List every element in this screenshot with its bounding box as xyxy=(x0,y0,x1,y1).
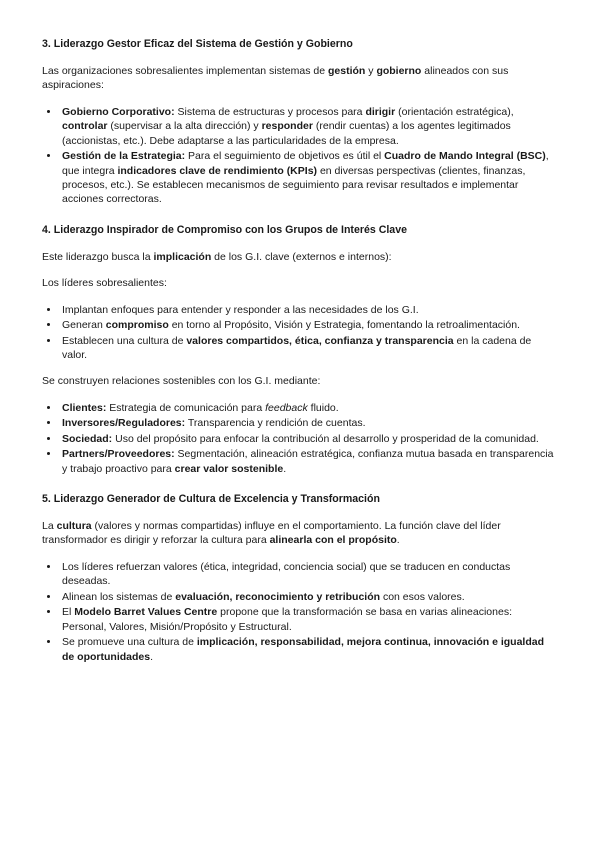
bullet-list xyxy=(42,560,558,664)
bullet-item xyxy=(60,447,558,476)
text-run: cultura xyxy=(56,520,92,532)
bullet-item xyxy=(60,432,558,446)
text-run: Generan xyxy=(62,319,106,332)
bullet-item xyxy=(60,590,558,604)
text-run: gobierno xyxy=(376,64,422,77)
text-run: (orientación estratégica), xyxy=(395,105,514,118)
text-run: alinearla con el propósito xyxy=(269,534,397,547)
text-run: . xyxy=(396,534,400,547)
bullet-item xyxy=(60,303,558,317)
text-run: Cuadro de Mando Integral (BSC) xyxy=(384,150,546,163)
text-run: en diversas perspectivas (clientes, finanzas, procesos, etc.). Se establecen mecanismos de seguimiento para revisar resultados e implementar acciones correctoras. xyxy=(62,164,526,206)
text-run: controlar xyxy=(62,120,108,133)
text-run: Gestión de la Estrategia: xyxy=(62,150,186,163)
text-run: (valores y normas compartidas) influye en el comportamiento. La función clave del líder transformador es dirigir y reforzar la cultura para xyxy=(42,520,501,547)
text-run: Transparencia y rendición de cuentas. xyxy=(185,417,366,430)
bullet-item xyxy=(60,334,558,363)
text-run: (supervisar a la alta dirección) y xyxy=(107,120,262,133)
text-run: evaluación, reconocimiento y retribución xyxy=(175,590,381,603)
text-run: implicación xyxy=(153,250,212,263)
text-run: fluido. xyxy=(307,401,339,414)
text-run: Partners/Proveedores: xyxy=(62,448,175,461)
text-run: Se construyen relaciones sostenibles con los G.I. mediante: xyxy=(42,375,321,388)
text-run: responder xyxy=(261,120,313,133)
text-run: Gobierno Corporativo: xyxy=(62,105,175,118)
text-run: , que integra xyxy=(62,150,549,177)
text-run: Estrategia de comunicación para xyxy=(106,401,266,414)
text-run: con esos valores. xyxy=(380,590,465,603)
text-run: (rendir cuentas) a los agentes legitimados (accionistas, etc.). Debe adaptarse a las particularidades de la empresa. xyxy=(62,120,511,147)
text-run: Los líderes sobresalientes: xyxy=(42,277,167,290)
text-run: dirigir xyxy=(365,105,396,118)
paragraph xyxy=(42,250,558,264)
text-run: Se promueve una cultura de xyxy=(62,636,197,649)
bullet-item xyxy=(60,416,558,430)
bullet-list xyxy=(42,105,558,207)
text-run: crear valor sostenible xyxy=(174,462,284,475)
text-run: de los G.I. clave (externos e internos): xyxy=(211,250,392,263)
text-run: Implantan enfoques para entender y responder a las necesidades de los G.I. xyxy=(62,303,419,316)
paragraph xyxy=(42,276,558,290)
text-run: implicación, responsabilidad, mejora continua, innovación e igualdad de oportunidades xyxy=(62,636,544,663)
text-run: Los líderes refuerzan valores (ética, integridad, conciencia social) que se traducen en conductas deseadas. xyxy=(62,560,511,588)
text-run: en torno al Propósito, Visión y Estrategia, fomentando la retroalimentación. xyxy=(168,319,520,332)
section-heading: 5. Liderazgo Generador de Cultura de Excelencia y Transformación xyxy=(42,493,380,506)
text-run: compromiso xyxy=(105,319,169,332)
text-run: Modelo Barret Values Centre xyxy=(74,606,218,619)
text-run: en la cadena de valor. xyxy=(62,334,532,361)
text-run: indicadores clave de rendimiento (KPIs) xyxy=(117,164,318,177)
bullet-item xyxy=(60,605,558,634)
text-run: . xyxy=(150,650,154,663)
text-run: feedback xyxy=(265,401,308,414)
text-run: propone que la transformación se basa en varias alineaciones: Personal, Valores, Misión/Propósito y Estructural. xyxy=(62,606,512,633)
text-run: El xyxy=(62,606,75,619)
text-run: gestión xyxy=(328,64,366,77)
text-run: Las organizaciones sobresalientes implementan sistemas de xyxy=(42,64,328,77)
bullet-item xyxy=(60,560,558,589)
bullet-item xyxy=(60,105,558,148)
text-run: valores compartidos, ética, confianza y transparencia xyxy=(186,334,454,347)
text-run: La xyxy=(42,520,57,532)
text-run: Sociedad: xyxy=(62,432,113,445)
bullet-list xyxy=(42,401,558,476)
text-run: y xyxy=(365,64,377,77)
text-run: Establecen una cultura de xyxy=(62,334,187,347)
text-run: Clientes: xyxy=(62,401,107,414)
section-heading: 3. Liderazgo Gestor Eficaz del Sistema de Gestión y Gobierno xyxy=(42,38,353,50)
text-run: Alinean los sistemas de xyxy=(62,590,176,603)
text-run: Uso del propósito para enfocar la contribución al desarrollo y prosperidad de la comunidad. xyxy=(112,432,539,445)
text-run: Para el seguimiento de objetivos es útil el xyxy=(185,150,385,163)
bullet-item xyxy=(60,635,558,664)
paragraph xyxy=(42,64,558,93)
bullet-list xyxy=(42,303,558,363)
text-run: Inversores/Reguladores: xyxy=(62,417,186,430)
text-run: alineados con sus aspiraciones: xyxy=(42,64,509,92)
bullet-item xyxy=(60,149,558,207)
bullet-item xyxy=(60,401,558,415)
text-run: Este liderazgo busca la xyxy=(42,250,154,263)
paragraph xyxy=(42,519,558,548)
bullet-item xyxy=(60,318,558,332)
paragraph xyxy=(42,374,558,388)
text-run: Sistema de estructuras y procesos para xyxy=(174,105,366,118)
document-content xyxy=(42,37,558,664)
section-heading: 4. Liderazgo Inspirador de Compromiso con los Grupos de Interés Clave xyxy=(42,223,407,236)
text-run: Segmentación, alineación estratégica, confianza mutua basada en transparencia y trabajo proactivo para xyxy=(62,448,554,475)
text-run: . xyxy=(283,462,287,475)
